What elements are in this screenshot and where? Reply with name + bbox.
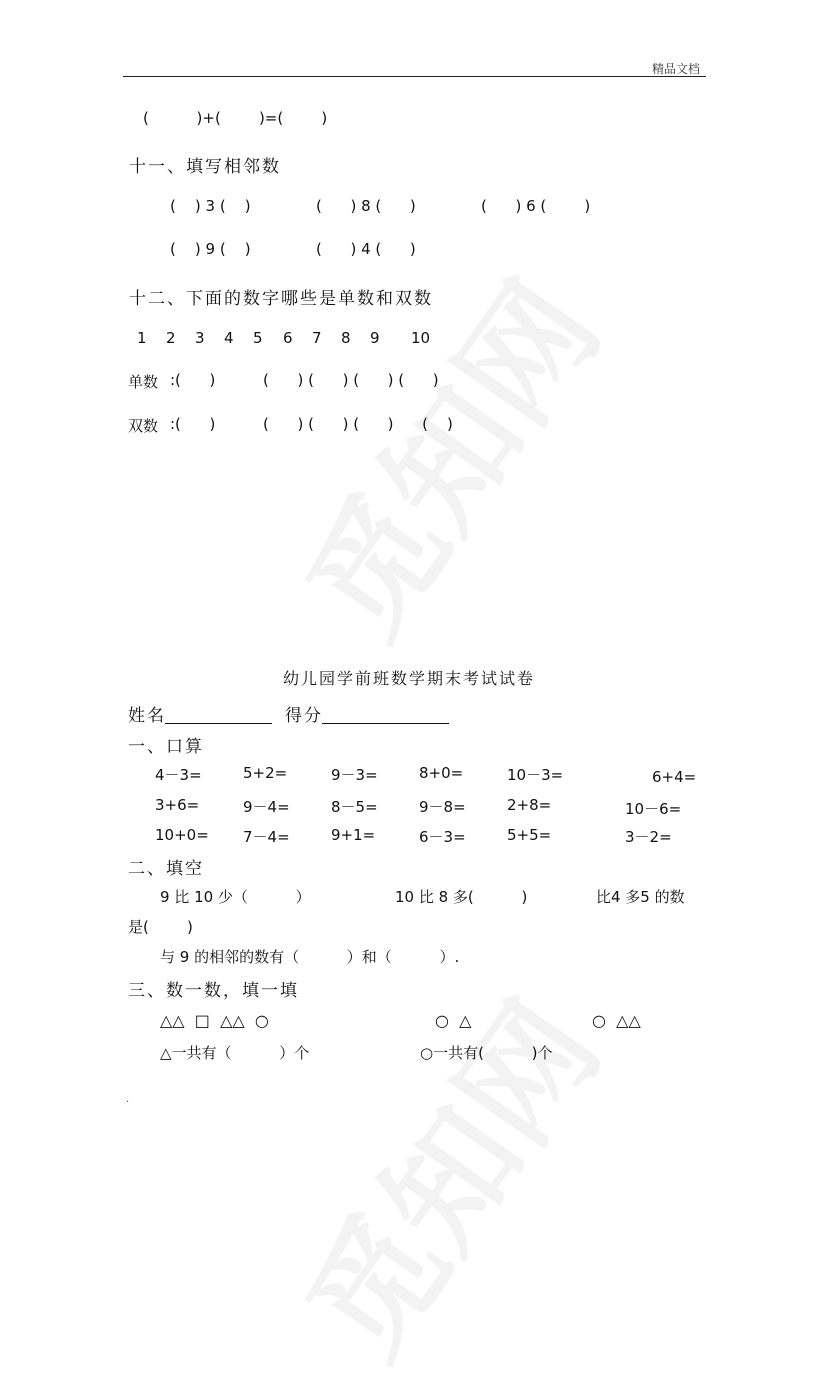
calc-r3-c1: 10+0= [155,826,209,844]
calc-r2-c6: 10－6= [625,800,682,818]
equation-line: ( )+( )=( ) [143,109,328,127]
header-label: 精品文档 [652,62,701,76]
shapes-group-a: △△ □ △△ ○ [160,1011,269,1030]
calc-r3-c6: 3－2= [625,828,672,846]
calc-r2-c4: 9－8= [419,798,466,816]
calc-r3-c2: 7－4= [243,828,290,846]
exam-title: 幼儿园学前班数学期末考试试卷 [283,669,536,688]
adjacent-row2-item2: ( ) 4 ( ) [316,240,416,258]
calc-r3-c4: 6－3= [419,828,466,846]
calc-r1-c4: 8+0= [419,764,464,782]
count-circles: ○一共有( )个 [420,1044,553,1062]
number-8: 8 [341,329,351,347]
calc-r3-c3: 9+1= [331,826,376,844]
calc-r1-c3: 9－3= [331,766,378,784]
calc-r2-c5: 2+8= [507,796,552,814]
even-blanks: :( ) ( ) ( ) ( ) ( ) [170,415,453,433]
number-10: 10 [411,329,431,347]
footer-mark: . [126,1094,130,1105]
section-2-title: 二、填空 [128,859,204,879]
calc-r1-c2: 5+2= [243,764,288,782]
calc-r1-c6: 6+4= [652,768,697,786]
adjacent-row1-item2: ( ) 8 ( ) [316,197,416,215]
fill-q4: 与 9 的相邻的数有（ ）和（ ）. [160,948,460,966]
calc-r2-c3: 8－5= [331,798,378,816]
name-blank[interactable] [165,705,272,724]
header-divider [123,76,706,77]
fill-q2: 10 比 8 多( ) [395,888,528,906]
section-11-title: 十一、填写相邻数 [129,157,281,177]
number-5: 5 [253,329,263,347]
score-blank[interactable] [322,705,449,724]
calc-r3-c5: 5+5= [507,826,552,844]
number-9: 9 [370,329,380,347]
odd-label: 单数 [128,373,159,391]
calc-r2-c1: 3+6= [155,796,200,814]
fill-q3-continued: 是( ) [128,918,193,936]
number-2: 2 [166,329,176,347]
number-3: 3 [195,329,205,347]
count-triangles: △一共有（ ）个 [160,1044,310,1062]
shapes-group-b: ○ △ [435,1011,472,1030]
adjacent-row1-item3: ( ) 6 ( ) [481,197,591,215]
score-label: 得分 [285,706,323,726]
name-label: 姓名 [128,706,166,726]
section-1-title: 一、口算 [128,737,204,757]
section-3-title: 三、数一数，填一填 [128,981,299,1001]
number-7: 7 [312,329,322,347]
even-label: 双数 [128,417,159,435]
number-6: 6 [283,329,293,347]
calc-r1-c5: 10－3= [507,766,564,784]
adjacent-row1-item1: ( ) 3 ( ) [170,197,251,215]
number-4: 4 [224,329,234,347]
number-1: 1 [137,329,147,347]
odd-blanks: :( ) ( ) ( ) ( ) ( ) [170,371,439,389]
adjacent-row2-item1: ( ) 9 ( ) [170,240,251,258]
calc-r2-c2: 9－4= [243,798,290,816]
section-12-title: 十二、下面的数字哪些是单数和双数 [129,289,433,309]
calc-r1-c1: 4－3= [155,766,202,784]
shapes-group-c: ○ △△ [592,1011,641,1030]
fill-q1: 9 比 10 少（ ） [160,888,311,906]
fill-q3: 比4 多5 的数 [596,888,685,906]
